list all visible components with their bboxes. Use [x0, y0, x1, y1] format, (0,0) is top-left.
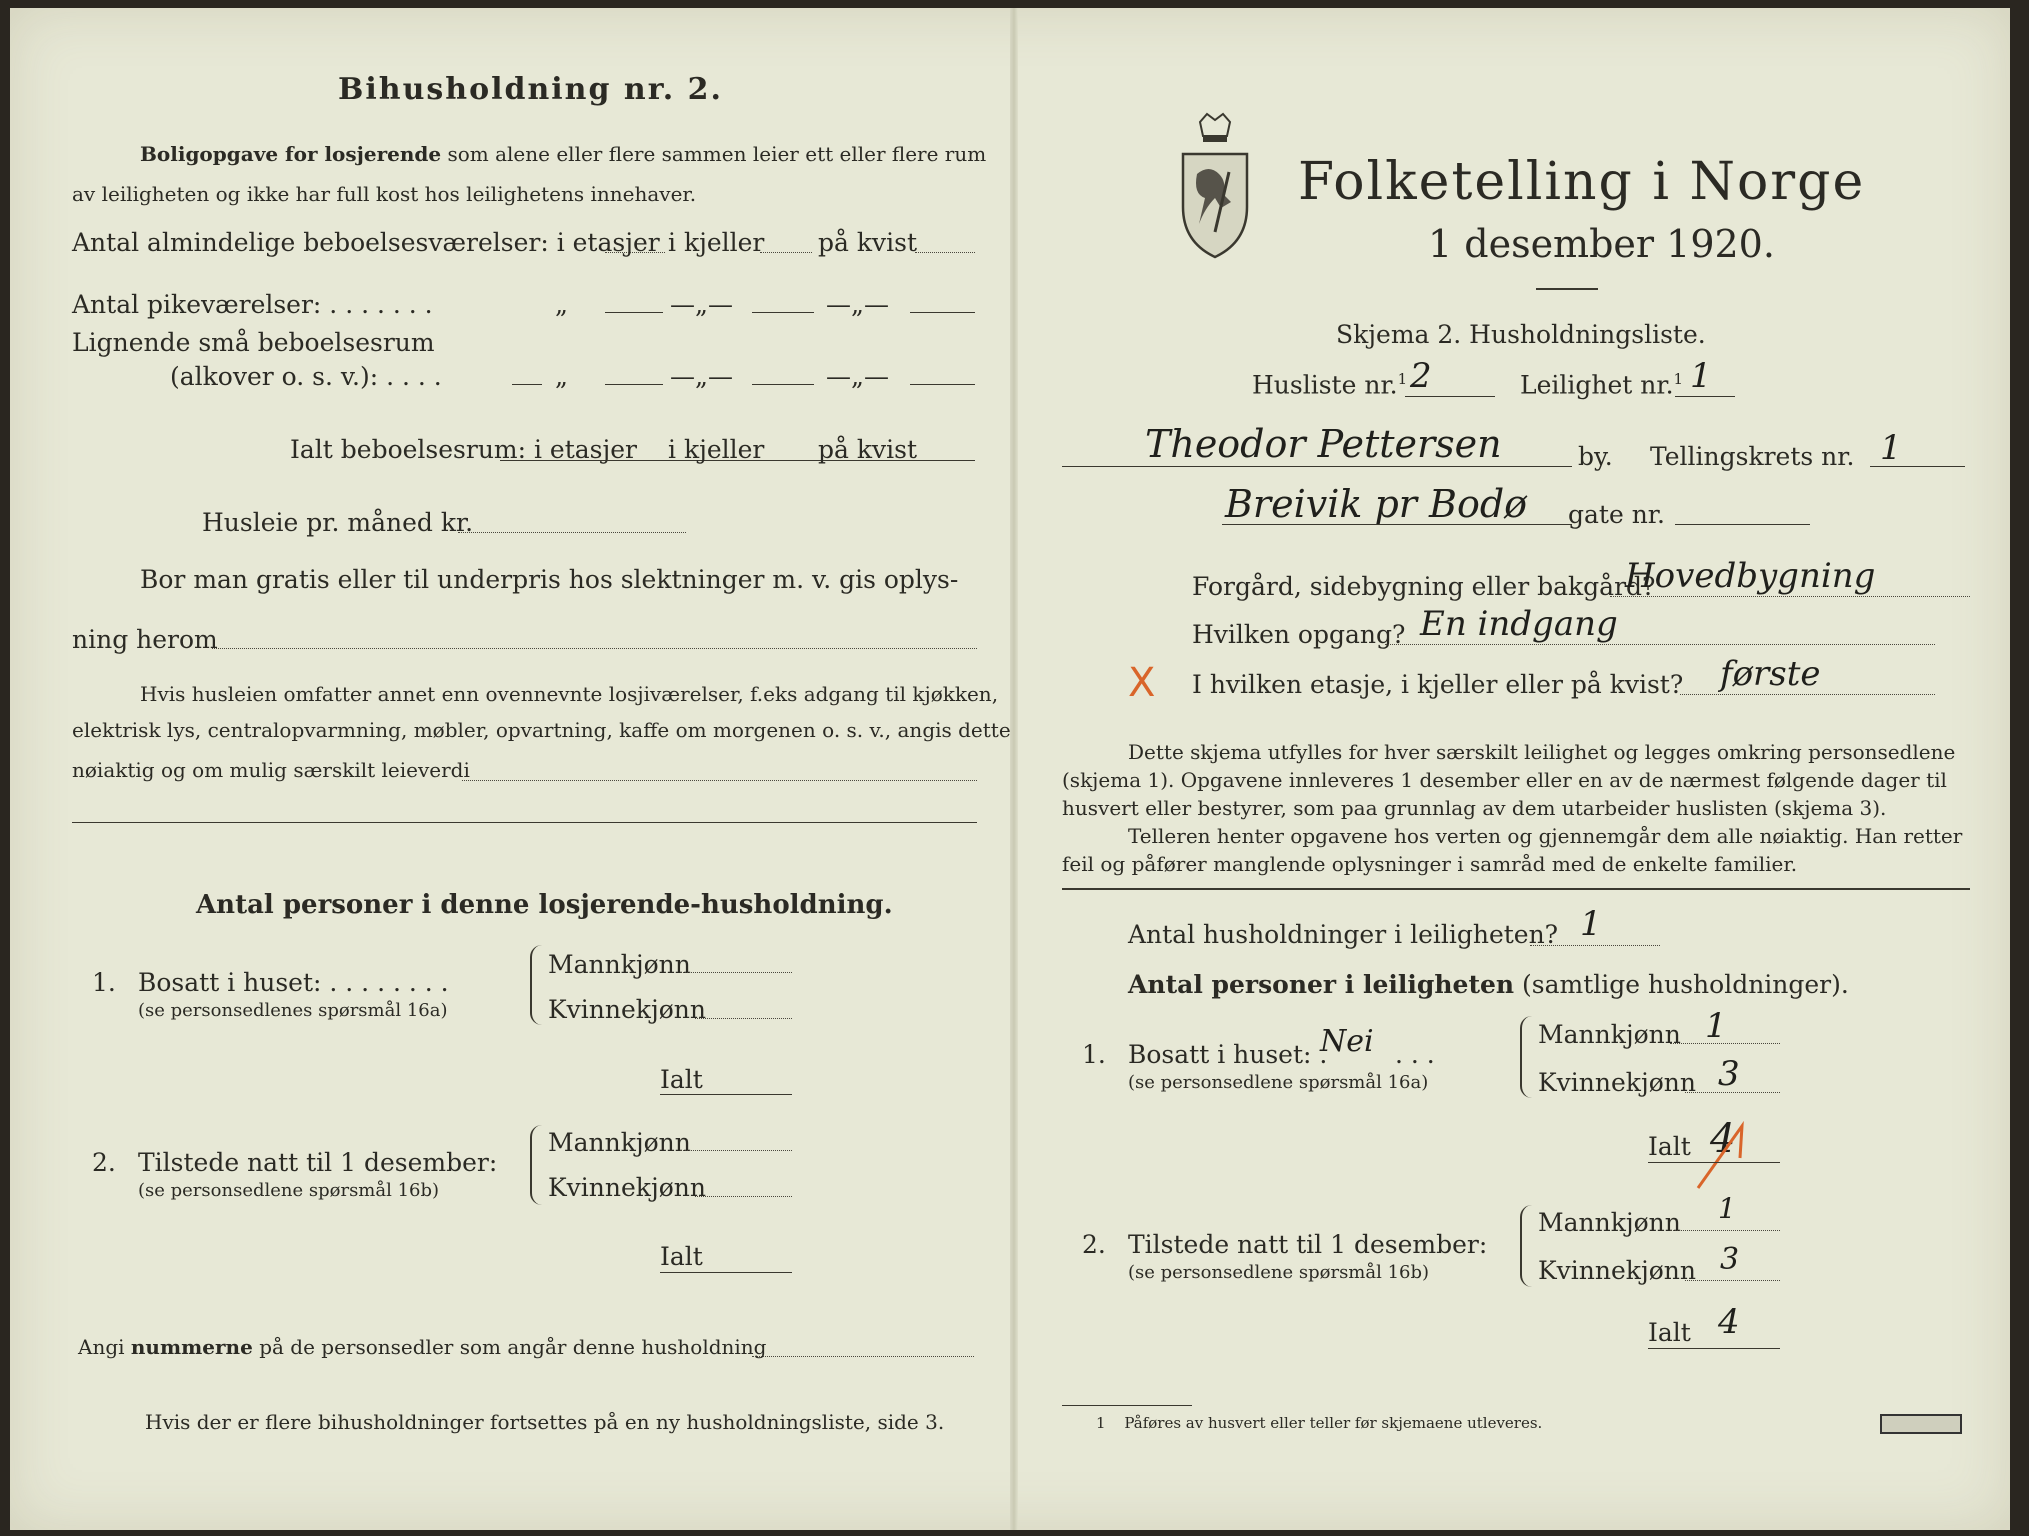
right-q1-kvinne-value: 3	[1718, 1054, 1740, 1094]
info-line5: feil og påfører manglende oplysninger i samråd med de enkelte familier.	[1062, 852, 1798, 876]
right-q1-dots: . . .	[1395, 1040, 1435, 1069]
row-almindelige: Antal almindelige beboelsesværelser: i etasjer	[72, 228, 660, 257]
hvis-line3: nøiaktig og om mulig særskilt leieverdi	[72, 758, 470, 782]
angi-pre: Angi	[78, 1335, 125, 1359]
info-line4: Telleren henter opgavene hos verten og gjennemgår dem alle nøiaktig. Han retter	[1128, 824, 1963, 848]
by-label: by.	[1578, 442, 1613, 471]
left-q2-label: Tilstede natt til 1 desember:	[138, 1148, 498, 1177]
row-lignende-2: (alkover o. s. v.): . . . .	[170, 362, 442, 391]
right-q1-mann-value: 1	[1705, 1006, 1727, 1046]
red-x-mark: X	[1128, 660, 1156, 706]
right-q2-ialt-label: Ialt	[1648, 1318, 1691, 1347]
etasje-label: I hvilken etasje, i kjeller eller på kvist?	[1192, 670, 1684, 699]
left-q1-mann: Mannkjønn	[548, 950, 691, 979]
right-date: 1 desember 1920.	[1428, 222, 1775, 266]
right-title: Folketelling i Norge	[1298, 152, 1866, 212]
right-q1-label: Bosatt i huset: .	[1128, 1040, 1328, 1069]
gratis-line1: Bor man gratis eller til underpris hos slektninger m. v. gis oplys-	[140, 565, 959, 594]
left-q1-num: 1.	[92, 968, 116, 997]
gate-handwritten: Breivik pr Bodø	[1225, 482, 1528, 526]
intro-line2: av leiligheten og ikke har full kost hos leilighetens innehaver.	[72, 182, 697, 206]
left-q1-ialt: Ialt	[660, 1065, 703, 1094]
intro-rest: som alene eller flere sammen leier ett eller flere rum	[447, 142, 987, 166]
intro-bold: Boligopgave for losjerende	[140, 142, 442, 166]
row-ialt: Ialt beboelsesrum: i etasjer	[290, 435, 638, 464]
forgard-label: Forgård, sidebygning eller bakgård?	[1192, 572, 1656, 601]
leilighet-label: Leilighet nr.	[1520, 370, 1674, 400]
right-q1-hand: Nei	[1320, 1024, 1374, 1059]
page-fold	[1010, 8, 1018, 1530]
hvis-line2: elektrisk lys, centralopvarmning, møbler, opvartning, kaffe om morgenen o. s. v., angis dette	[72, 718, 1011, 742]
right-q2-mann-label: Mannkjønn	[1538, 1208, 1681, 1237]
red-strike-mark	[1690, 1118, 1760, 1194]
info-line3: husvert eller bestyrer, som paa grunnlag av dem utarbeider huslisten (skjema 3).	[1062, 796, 1887, 820]
right-q1-kvinne-label: Kvinnekjønn	[1538, 1068, 1696, 1097]
right-q2-ialt-value: 4	[1718, 1302, 1740, 1342]
opgang-value: En indgang	[1420, 604, 1618, 644]
leilighet-sup: 1	[1673, 370, 1684, 388]
hush-label: Antal husholdninger i leiligheten?	[1128, 920, 1559, 949]
angi-rest: på de personsedler som angår denne husholdning	[259, 1335, 767, 1359]
ditto-1: „	[555, 290, 568, 319]
schema-label: Skjema 2. Husholdningsliste.	[1336, 320, 1706, 349]
left-footer: Hvis der er flere bihusholdninger fortsettes på en ny husholdningsliste, side 3.	[145, 1410, 945, 1434]
leilighet-value: 1	[1690, 356, 1712, 396]
coat-of-arms-icon	[1175, 112, 1255, 262]
krets-value: 1	[1880, 428, 1902, 468]
right-q2-sub: (se personsedlene spørsmål 16b)	[1128, 1262, 1430, 1283]
ditto-dash-2: —„—	[826, 290, 889, 319]
gratis-line2: ning herom	[72, 625, 218, 654]
krets-label: Tellingskrets nr.	[1650, 442, 1855, 471]
ditto-dash-1: —„—	[670, 290, 733, 319]
left-q1-sub: (se personsedlenes spørsmål 16a)	[138, 1000, 448, 1021]
right-q1-ialt-value: 4	[1710, 1116, 1736, 1162]
hush-value: 1	[1580, 904, 1602, 944]
angi-bold: nummerne	[130, 1335, 253, 1359]
left-q1-label: Bosatt i huset: . . . . . . . .	[138, 968, 449, 997]
gate-label: gate nr.	[1568, 500, 1665, 529]
info-line2: (skjema 1). Opgavene innleveres 1 desember eller en av de nærmest følgende dager til	[1062, 768, 1947, 792]
personer-bold: Antal personer i leiligheten	[1128, 970, 1515, 999]
husliste-sup: 1	[1397, 370, 1408, 388]
husliste-label: Husliste nr.	[1252, 370, 1398, 400]
right-q1-num: 1.	[1082, 1040, 1106, 1069]
printer-stamp	[1880, 1414, 1962, 1434]
left-q2-mann: Mannkjønn	[548, 1128, 691, 1157]
ditto-dash-4: —„—	[826, 362, 889, 391]
i-kjeller-1: i kjeller	[668, 228, 765, 257]
hvis-line1: Hvis husleien omfatter annet enn ovennevnte losjiværelser, f.eks adgang til kjøkken,	[140, 682, 999, 706]
left-q2-kvinne: Kvinnekjønn	[548, 1173, 706, 1202]
left-title: Bihusholdning nr. 2.	[338, 72, 723, 107]
ditto-2: „	[555, 362, 568, 391]
paa-kvist-2: på kvist	[818, 435, 917, 464]
right-q2-mann-value: 1	[1718, 1192, 1736, 1225]
right-q2-label: Tilstede natt til 1 desember:	[1128, 1230, 1488, 1259]
row-pike: Antal pikeværelser: . . . . . . .	[72, 290, 433, 319]
paa-kvist-1: på kvist	[818, 228, 917, 257]
right-q2-kvinne-value: 3	[1720, 1242, 1740, 1277]
antal-heading-left: Antal personer i denne losjerende-husholdning.	[196, 890, 893, 920]
owner-handwritten: Theodor Pettersen	[1145, 422, 1502, 466]
i-kjeller-2: i kjeller	[668, 435, 765, 464]
left-q2-ialt: Ialt	[660, 1242, 703, 1271]
footnote-num: 1	[1096, 1414, 1106, 1432]
right-q2-num: 2.	[1082, 1230, 1106, 1259]
info-line1: Dette skjema utfylles for hver særskilt leilighet og legges omkring personsedlene	[1128, 740, 1956, 764]
right-q1-sub: (se personsedlene spørsmål 16a)	[1128, 1072, 1429, 1093]
forgard-value: Hovedbygning	[1625, 556, 1876, 596]
left-q2-sub: (se personsedlene spørsmål 16b)	[138, 1180, 440, 1201]
etasje-value: første	[1720, 654, 1821, 694]
opgang-label: Hvilken opgang?	[1192, 620, 1406, 649]
row-lignende-1: Lignende små beboelsesrum	[72, 328, 435, 357]
left-q2-num: 2.	[92, 1148, 116, 1177]
personer-rest: (samtlige husholdninger).	[1522, 970, 1849, 999]
left-q1-kvinne: Kvinnekjønn	[548, 995, 706, 1024]
footnote-text: Påføres av husvert eller teller før skjemaene utleveres.	[1124, 1414, 1543, 1432]
husliste-value: 2	[1410, 356, 1432, 396]
right-q2-kvinne-label: Kvinnekjønn	[1538, 1256, 1696, 1285]
right-q1-ialt-label: Ialt	[1648, 1132, 1691, 1161]
ditto-dash-3: —„—	[670, 362, 733, 391]
right-q1-mann-label: Mannkjønn	[1538, 1020, 1681, 1049]
husleie-label: Husleie pr. måned kr.	[202, 508, 474, 537]
